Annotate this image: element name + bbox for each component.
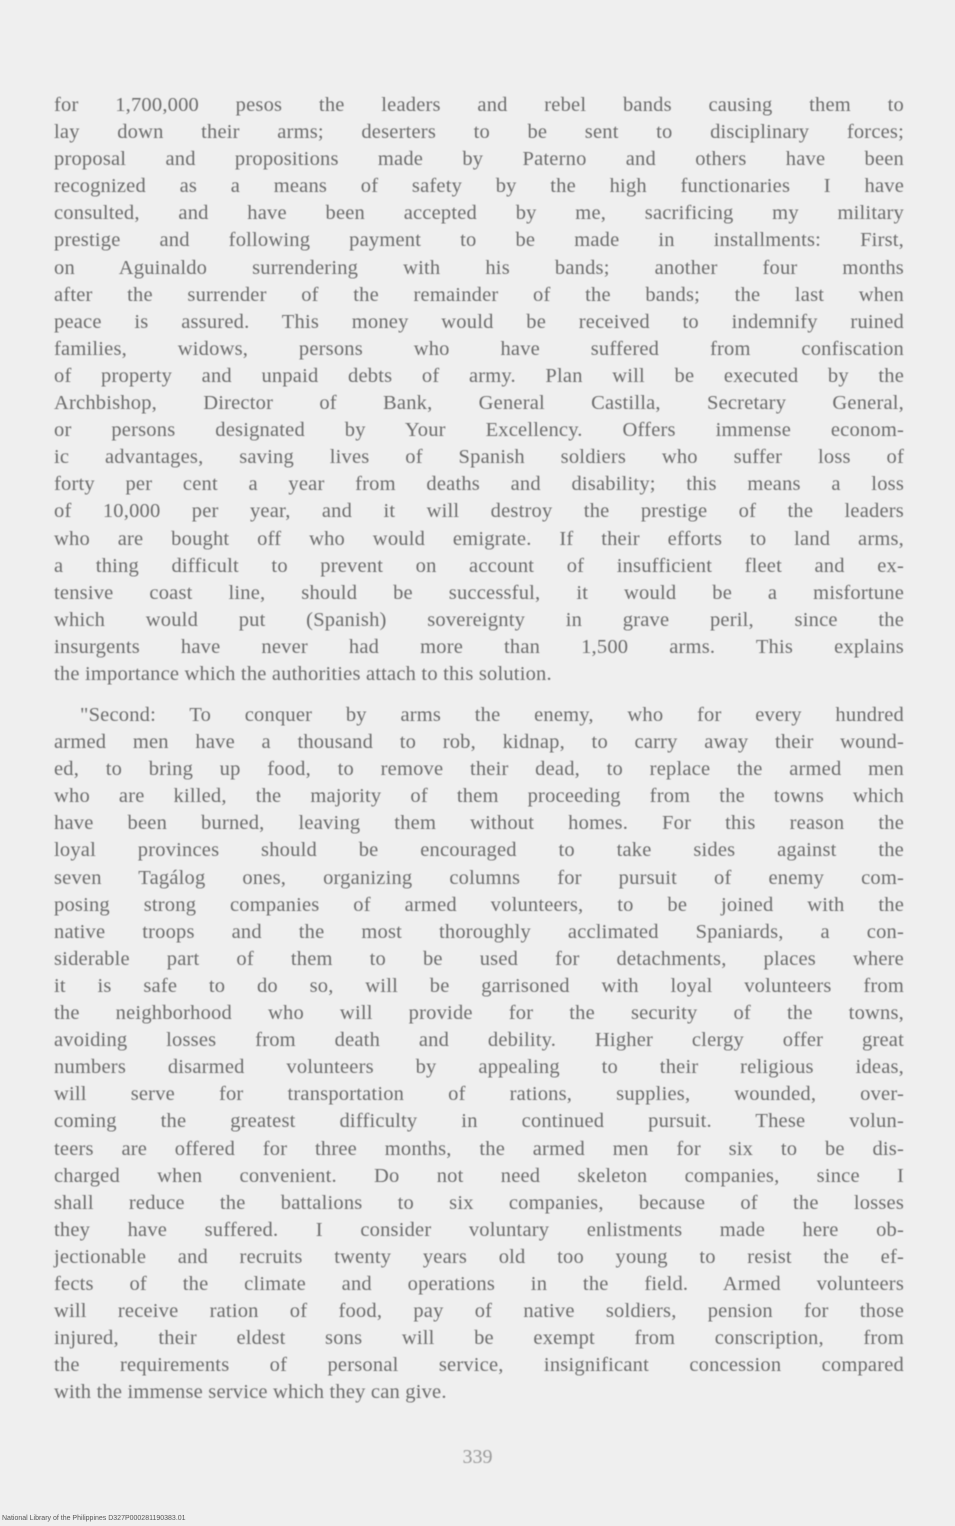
text-line: ed, to bring up food, to remove their dead, to replace the armed men [54, 758, 904, 781]
text-line: insurgents have never had more than 1,500 arms. This explains [54, 635, 904, 658]
text-line: the requirements of personal service, insignificant concession compared [54, 1354, 904, 1377]
text-line: who are bought off who would emigrate. If their efforts to land arms, [54, 527, 904, 550]
text-line: tensive coast line, should be successful, it would be a misfortune [54, 581, 904, 604]
text-line: consulted, and have been accepted by me, sacrificing my military [54, 202, 904, 225]
text-line: avoiding losses from death and debility. Higher clergy offer great [54, 1029, 904, 1052]
library-credit: National Library of the Philippines D327P000281190383.01 [2, 1515, 186, 1522]
text-line: will receive ration of food, pay of native soldiers, pension for those [54, 1300, 904, 1323]
text-line: native troops and the most thoroughly acclimated Spaniards, a con- [54, 920, 904, 943]
text-line: with the immense service which they can give. [54, 1381, 447, 1404]
text-line: ic advantages, saving lives of Spanish soldiers who suffer loss of [54, 446, 904, 469]
text-line: the importance which the authorities attach to this solution. [54, 662, 552, 685]
text-line: jectionable and recruits twenty years old too young to resist the ef- [54, 1245, 904, 1268]
text-line: armed men have a thousand to rob, kidnap, to carry away their wound- [54, 731, 904, 754]
text-line: coming the greatest difficulty in continued pursuit. These volun- [54, 1110, 904, 1133]
text-line: which would put (Spanish) sovereignty in grave peril, since the [54, 608, 904, 631]
text-line: loyal provinces should be encouraged to take sides against the [54, 839, 904, 862]
paragraph-2 [54, 702, 904, 1406]
text-line: numbers disarmed volunteers by appealing to their religious ideas, [54, 1056, 904, 1079]
text-line: families, widows, persons who have suffered from confiscation [54, 337, 904, 360]
text-line: injured, their eldest sons will be exempt from conscription, from [54, 1327, 904, 1350]
text-line: "Second: To conquer by arms the enemy, who for every hundred [80, 704, 904, 726]
text-line: will serve for transportation of rations, supplies, wounded, over- [54, 1083, 904, 1106]
text-line: shall reduce the battalions to six companies, because of the losses [54, 1191, 904, 1214]
text-line: a thing difficult to prevent on account of insufficient fleet and ex- [54, 554, 904, 577]
text-line: charged when convenient. Do not need skeleton companies, since I [54, 1164, 904, 1187]
text-line: have been burned, leaving them without homes. For this reason the [54, 812, 904, 835]
text-line: of property and unpaid debts of army. Plan will be executed by the [54, 364, 904, 387]
text-line: who are killed, the majority of them proceeding from the towns which [54, 785, 904, 808]
text-line: recognized as a means of safety by the high functionaries I have [54, 175, 904, 198]
text-line: or persons designated by Your Excellency. Offers immense econom- [54, 419, 904, 442]
text-line: posing strong companies of armed volunteers, to be joined with the [54, 893, 904, 916]
text-line: forty per cent a year from deaths and disability; this means a loss [54, 473, 904, 496]
text-line: Archbishop, Director of Bank, General Castilla, Secretary General, [54, 392, 904, 415]
text-line: teers are offered for three months, the armed men for six to be dis- [54, 1137, 904, 1160]
text-line: peace is assured. This money would be received to indemnify ruined [54, 310, 904, 333]
text-line: siderable part of them to be used for detachments, places where [54, 947, 904, 970]
text-line: on Aguinaldo surrendering with his bands; another four months [54, 256, 904, 279]
text-line: seven Tagálog ones, organizing columns for pursuit of enemy com- [54, 866, 904, 889]
paragraph-1 [54, 92, 904, 688]
page-number: 339 [462, 1446, 493, 1468]
text-line: fects of the climate and operations in the field. Armed volunteers [54, 1272, 904, 1295]
text-line: after the surrender of the remainder of the bands; the last when [54, 283, 904, 306]
text-line: they have suffered. I consider voluntary enlistments made here ob- [54, 1218, 904, 1241]
text-line: the neighborhood who will provide for the security of the towns, [54, 1002, 904, 1025]
text-line: it is safe to do so, will be garrisoned with loyal volunteers from [54, 974, 904, 997]
text-line: for 1,700,000 pesos the leaders and rebel bands causing them to [54, 94, 904, 116]
text-line: prestige and following payment to be made in installments: First, [54, 229, 904, 252]
text-line: of 10,000 per year, and it will destroy the prestige of the leaders [54, 500, 904, 523]
text-line: proposal and propositions made by Paterno and others have been [54, 148, 904, 171]
text-line: lay down their arms; deserters to be sent to disciplinary forces; [54, 121, 904, 144]
